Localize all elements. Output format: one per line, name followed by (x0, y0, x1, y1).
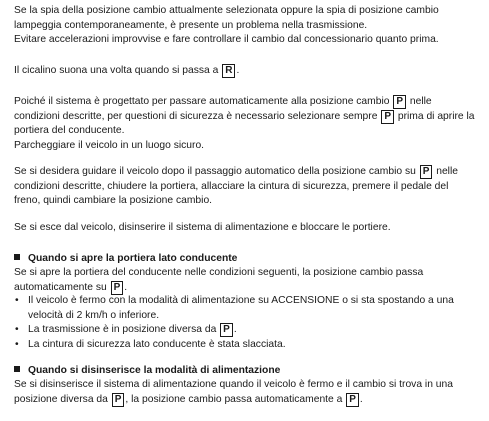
paragraph-beeper (14, 64, 476, 79)
list-item (14, 294, 479, 323)
gear-key-p: P (220, 323, 233, 337)
paragraph-power-off (14, 378, 476, 407)
gear-key-p: P (112, 393, 125, 407)
text: nelle condizioni descritte, chiudere la portiera, allacciare la cintura di sicurezza, premere il pedale del freno, quindi cambiare la posizione cambio. (14, 166, 458, 206)
text: Parcheggiare il veicolo in un luogo sicuro. (14, 139, 205, 151)
text: nelle condizioni descritte, per questioni di sicurezza è necessario selezionare sempre (14, 96, 432, 122)
paragraph-exit-vehicle: Se si esce dal veicolo, disinserire il sistema di alimentazione e bloccare le portiere. (14, 222, 391, 233)
text: La cintura di sicurezza lato conducente è stata slacciata. (28, 338, 286, 350)
text: La trasmissione è in posizione diversa da (28, 324, 220, 335)
square-bullet-icon (14, 366, 20, 372)
list-item (14, 338, 479, 353)
text: . (124, 281, 128, 293)
gear-key-p: P (420, 165, 433, 179)
paragraph-warning-light (14, 4, 476, 48)
text: Il veicolo è fermo con la modalità di alimentazione su ACCENSIONE o si sta spostando a una velocità di 2 km/h o inferiore. (28, 295, 454, 321)
text: Se si apre la portiera del conducente nelle condizioni seguenti, la posizione cambio passa automaticamente su (14, 267, 424, 293)
section-heading-driver-door (14, 252, 476, 267)
text: . (359, 393, 363, 405)
text: prima di aprire la portiera del conducente. (14, 110, 475, 136)
heading-text: Quando si apre la portiera lato conducente (28, 253, 238, 264)
text: Se si desidera guidare il veicolo dopo il passaggio automatico della posizione cambio su (14, 166, 419, 177)
condition-list (14, 294, 479, 352)
text: Poiché il sistema è progettato per passare automaticamente alla posizione cambio (14, 96, 393, 107)
text: Il cicalino suona una volta quando si passa a (14, 65, 222, 76)
gear-key-p: P (111, 281, 124, 295)
text: Se la spia della posizione cambio attualmente selezionata oppure la spia di posizione cambio lampeggia contemporaneamente, è presente un problema nella trasmissione. (14, 5, 439, 31)
paragraph-auto-park (14, 95, 476, 153)
square-bullet-icon (14, 254, 20, 260)
section-heading-power-off (14, 364, 476, 379)
text: , la posizione cambio passa automaticamente a (125, 393, 346, 405)
paragraph-drive-after (14, 165, 476, 209)
gear-key-p: P (381, 110, 394, 124)
text: Se si disinserisce il sistema di alimentazione quando il veicolo è fermo e il cambio si trova in una posizione diversa da (14, 379, 453, 405)
heading-text: Quando si disinserisce la modalità di alimentazione (28, 365, 281, 376)
gear-key-p: P (393, 95, 406, 109)
paragraph-driver-door-intro (14, 266, 476, 295)
gear-key-r: R (222, 64, 235, 78)
text: . (233, 324, 237, 335)
gear-key-p: P (346, 393, 359, 407)
list-item (14, 323, 479, 338)
text: Evitare accelerazioni improvvise e fare controllare il cambio dal concessionario quanto prima. (14, 34, 439, 45)
text: . (236, 65, 240, 76)
